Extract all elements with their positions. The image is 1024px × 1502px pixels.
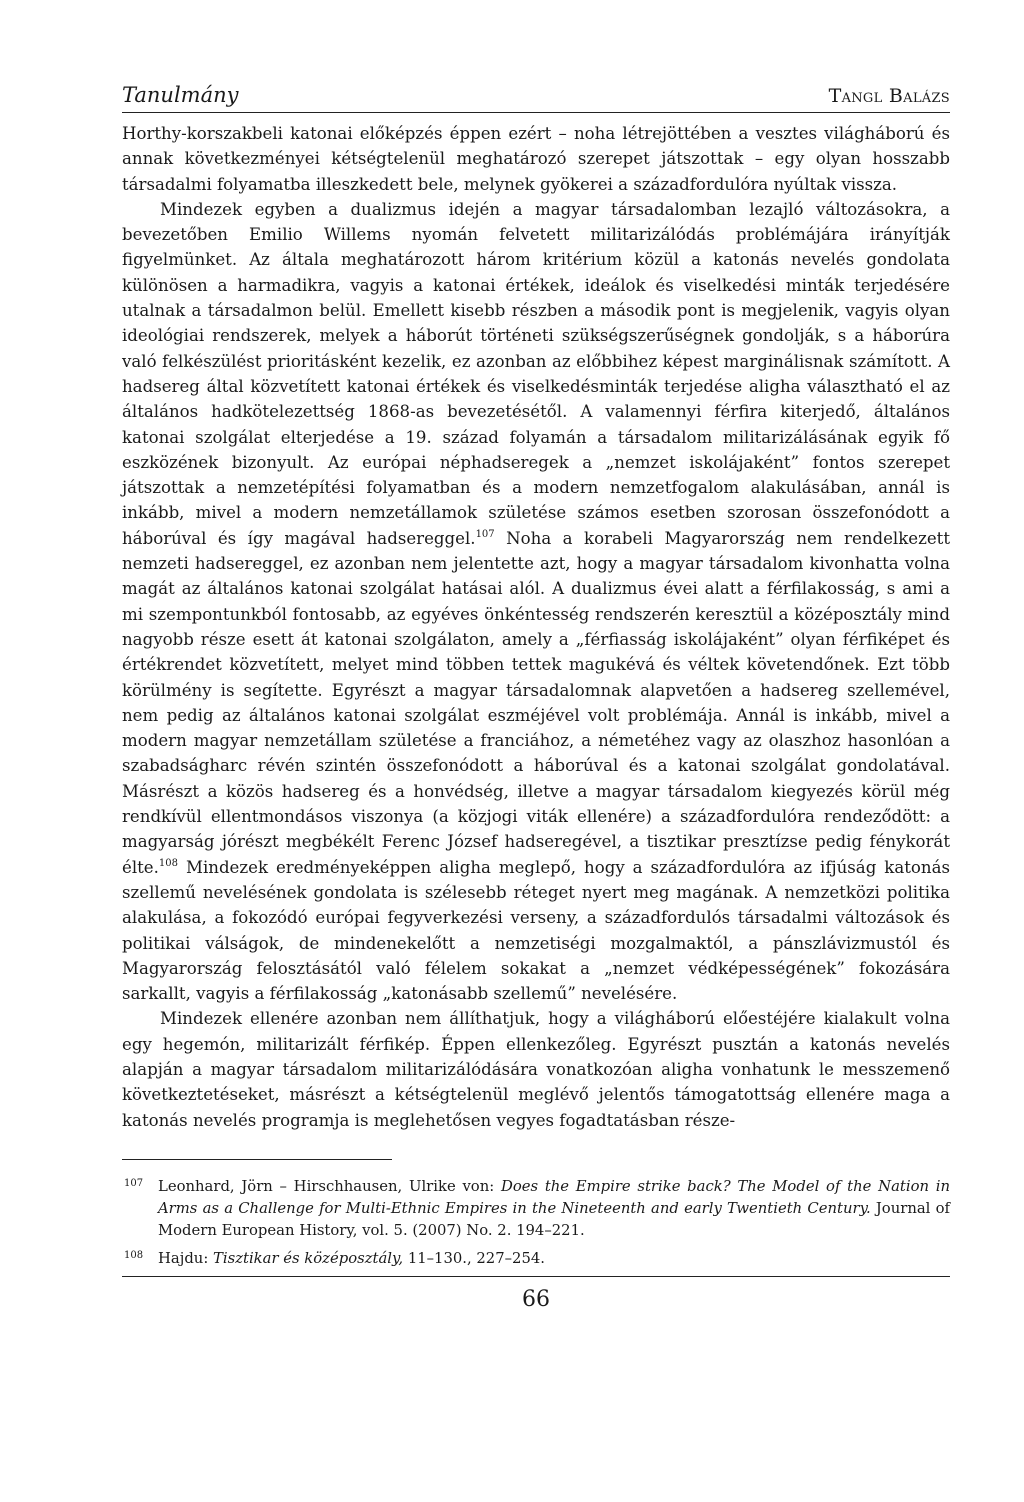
body-text [122, 121, 950, 1133]
footnote-divider [122, 1159, 392, 1160]
footnote-source: 11–130., 227–254. [403, 1249, 545, 1267]
footnote-number: 107 [124, 1177, 144, 1189]
page-number: 66 [522, 1286, 550, 1312]
paragraph [122, 121, 950, 197]
footnote-title: Tisztikar és középosztály, [213, 1249, 404, 1267]
footnote-ref[interactable]: 107 [475, 528, 495, 540]
paragraph-text: Mindezek eredményeképpen aligha meglepő, hogy a századfordulóra az ifjúság katonás szellemű nevelésének gondolata is szélesebb réteget nyert meg magának. A nemzetközi politika alakulása, a fokozódó európai fegyverkezési verseny, a századfordulós társadalmi változások és politikai válságok, de mindenekelőtt a nemzetiségi mozgalmaktól, a pánszlávizmustól és Magyarország felosztásától való félelem sokakat a „nemzet védképességének” fokozására sarkallt, vagyis a férfilakosság „katonásabb szellemű” nevelésére. [122, 857, 950, 1004]
paragraph-text: Mindezek egyben a dualizmus idején a magyar társadalomban lezajló változásokra, a bevezetőben Emilio Willems nyomán felvetett militarizálódás problémájára irányítják figyelmünket. Az általa meghatározott három kritérium közül a katonás nevelés gondolata különösen a harmadikra, vagyis a katonai értékek, ideálok és viselkedési minták terjedésére utalnak a társadalmon belül. Emellett kisebb részben a második pont is megjelenik, vagyis olyan ideológiai rendszerek, melyek a háborút történeti szükségszerűségnek gondolják, s a háborúra való felkészülést prioritásként kezelik, ez azonban az előbbihez képest marginálisnak számított. A hadsereg által közvetített katonai értékek és viselkedésminták terjedése aligha választható el az általános hadkötelezettség 1868-as bevezetésétől. A valamennyi férfira kiterjedő, általános katonai szolgálat elterjedése a 19. század folyamán a társadalom militarizálásának egyik fő eszközének bizonyult. Az európai néphadseregek a „nemzet iskolájaként” fontos szerepet játszottak a nemzetépítési folyamatban és a modern nemzetfogalom alakulásában, annál is inkább, mivel a modern nemzetállamok születése számos esetben szorosan összefonódott a háborúval és így magával hadsereggel. [122, 199, 950, 548]
running-header [122, 78, 950, 113]
paragraph-text: Noha a korabeli Magyarország nem rendelkezett nemzeti hadsereggel, ez azonban nem jelentette azt, hogy a magyar társadalom kivonhatta volna magát az általános katonai szolgálat hatásai alól. A dualizmus évei alatt a férfilakosság, s ami a mi szempontunkból fontosabb, az egyéves önkéntesség rendszerén keresztül a középosztály mind nagyobb része esett át katonai szolgálaton, amely a „férfiasság iskolájaként” olyan férfiképet és értékrendet közvetített, melyet mind többen tettek magukévá és véltek követendőnek. Ezt több körülmény is segítette. Egyrészt a magyar társadalomnak alapvetően a hadsereg szellemével, nem pedig az általános katonai szolgálat eszméjével volt problémája. Annál is inkább, mivel a modern magyar nemzetállam születése a franciához, a németéhez vagy az olaszhoz hasonlóan a szabadságharc révén szintén összefonódott a háborúval és a katonai szolgálat gondolatával. Másrészt a közös hadsereg és a honvédség, illetve a magyar társadalom kiegyezés körül még rendkívül ellentmondásos viszonya (a közjogi viták ellenére) a századfordulóra rendeződött: a magyarság jórészt megbékélt Ferenc József hadseregével, a tisztikar presztízse pedig fénykorát élte. [122, 528, 950, 877]
paragraph [122, 1006, 950, 1132]
footnote-source: Journal of Modern European History, vol. 5. (2007) No. 2. 194–221. [158, 1199, 950, 1239]
footnote-number: 108 [124, 1249, 144, 1261]
paragraph-text: Mindezek ellenére azonban nem állíthatjuk, hogy a világháború előestéjére kialakult volna egy hegemón, militarizált férfikép. Éppen ellenkezőleg. Egyrészt pusztán a katonás nevelés alapján a magyar társadalom militarizálódására vonatkozóan aligha vonhatunk le messzemenő következtetéseket, másrészt a kétségtelenül meglévő jelentős támogatottság ellenére maga a katonás nevelés programja is meglehetősen vegyes fogadtatásban része- [122, 1009, 950, 1130]
footnote [122, 1176, 950, 1242]
footnote-ref[interactable]: 108 [158, 857, 178, 869]
footnote-title: Does the Empire strike back? The Model of the Nation in Arms as a Challenge for Multi-Ethnic Empires in the Nineteenth and early Twentieth Century. [158, 1177, 951, 1217]
author-name: Tangl Balázs [828, 85, 950, 107]
footnotes [122, 1176, 950, 1270]
footnote-authors: Leonhard, Jörn – Hirschhausen, Ulrike von: [158, 1177, 501, 1195]
document-page [122, 78, 950, 1312]
paragraph [122, 197, 950, 1007]
footnote-authors: Hajdu: [158, 1249, 214, 1267]
section-label: Tanulmány [122, 83, 239, 107]
bottom-divider [122, 1276, 950, 1277]
footnote [122, 1248, 950, 1270]
paragraph-text: Horthy-korszakbeli katonai előképzés éppen ezért – noha létrejöttében a vesztes világháború és annak következményei kétségtelenül meghatározó szerepet játszottak – egy olyan hosszabb társadalmi folyamatba illeszkedett bele, melynek gyökerei a századfordulóra nyúltak vissza. [122, 124, 950, 194]
